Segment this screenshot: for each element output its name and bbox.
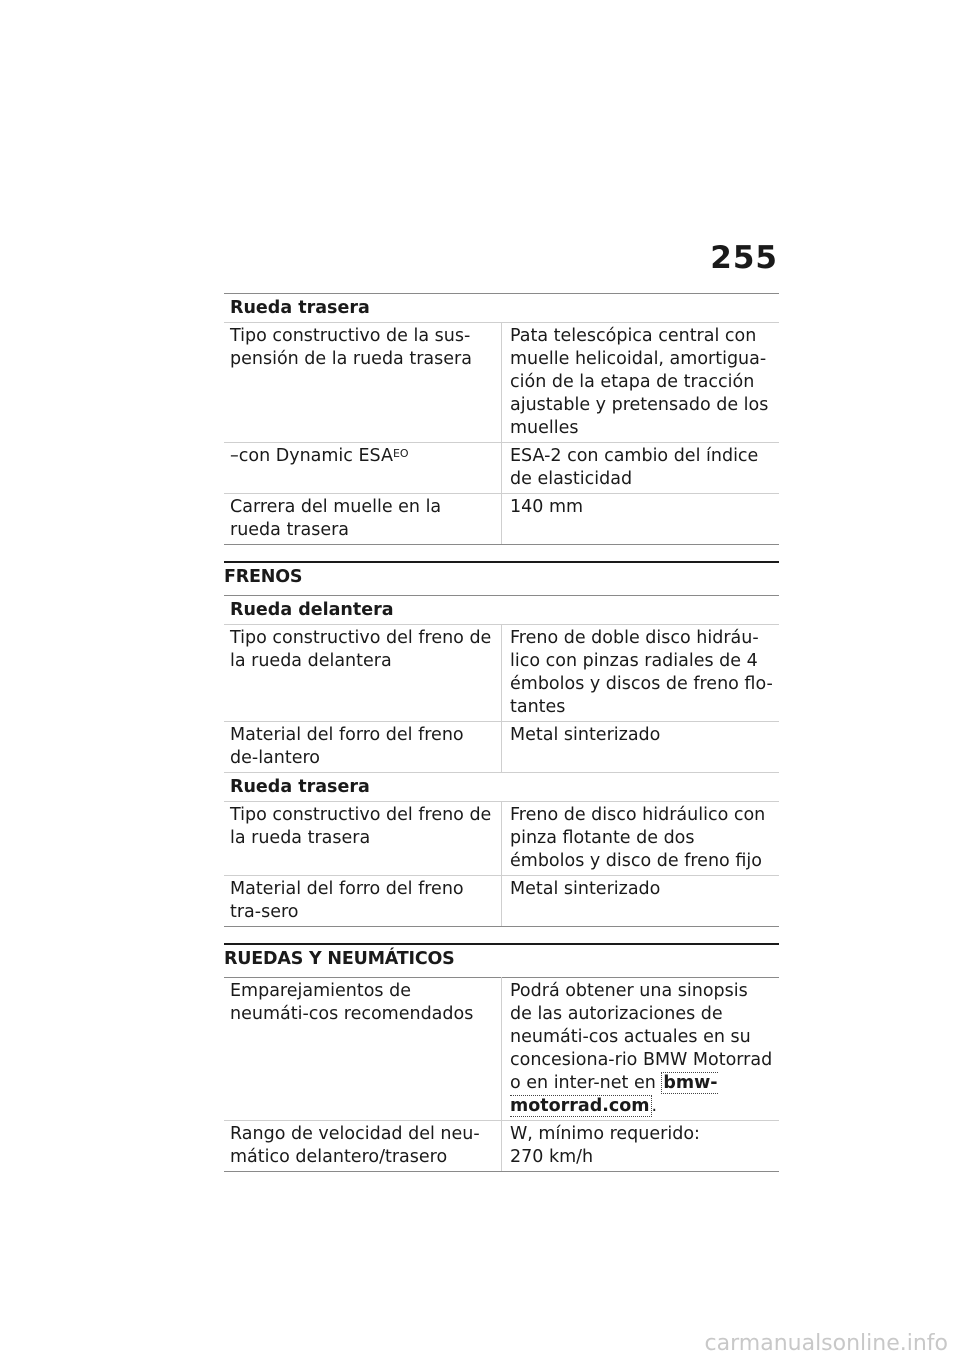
table-row <box>224 625 779 722</box>
spec-value: 140 mm <box>502 494 780 545</box>
rear-suspension-table <box>224 293 779 545</box>
spec-value: Metal sinterizado <box>502 876 780 927</box>
spec-label: Tipo constructivo del freno de la rueda trasera <box>224 802 502 876</box>
spec-value: Metal sinterizado <box>502 722 780 773</box>
spec-label: Emparejamientos de neumáti-cos recomendados <box>224 978 502 1121</box>
brakes-table <box>224 595 779 927</box>
spec-value: ESA-2 con cambio del índice de elasticidad <box>502 443 780 494</box>
table-subheader: Rueda delantera <box>224 596 779 625</box>
spec-label: –con Dynamic ESA <box>230 446 393 466</box>
section-title-brakes: FRENOS <box>224 561 779 595</box>
spec-label: Carrera del muelle en la rueda trasera <box>224 494 502 545</box>
table-subheader: Rueda trasera <box>224 294 779 323</box>
spec-content <box>224 293 779 1172</box>
table-row <box>224 1121 779 1172</box>
spec-label: Tipo constructivo del freno de la rueda delantera <box>224 625 502 722</box>
table-row <box>224 978 779 1121</box>
page-number: 255 <box>710 240 778 276</box>
table-row <box>224 443 779 494</box>
wheels-tyres-table <box>224 977 779 1172</box>
section-title-wheels-tyres: RUEDAS Y NEUMÁTICOS <box>224 943 779 977</box>
spec-value-cell <box>502 1121 780 1172</box>
watermark-text: carmanualsonline.info <box>704 1331 948 1356</box>
spec-value: Pata telescópica central con muelle helicoidal, amortigua-ción de la etapa de tracción ajustable y pretensado de los muelles <box>502 323 780 443</box>
table-row <box>224 722 779 773</box>
spec-value-line: W, mínimo requerido: <box>510 1124 700 1144</box>
spec-value: Freno de disco hidráulico con pinza flotante de dos émbolos y disco de freno fijo <box>502 802 780 876</box>
spec-label-cell <box>224 443 502 494</box>
website-link[interactable]: bmw-motorrad.com <box>510 1073 718 1116</box>
table-row <box>224 802 779 876</box>
spec-value-suffix: . <box>651 1096 658 1116</box>
spec-value-line: 270 km/h <box>510 1147 594 1167</box>
spec-label: Material del forro del freno tra-sero <box>224 876 502 927</box>
spec-label: Tipo constructivo de la sus-pensión de la rueda trasera <box>224 323 502 443</box>
table-subheader: Rueda trasera <box>224 773 779 802</box>
spec-label: Material del forro del freno de-lantero <box>224 722 502 773</box>
spec-value: Freno de doble disco hidráu-lico con pinzas radiales de 4 émbolos y discos de freno flo-tantes <box>502 625 780 722</box>
option-superscript: EO <box>392 447 409 460</box>
spec-value: Podrá obtener una sinopsis de las autorizaciones de neumáti-cos actuales en su concesiona-rio BMW Motorrad o en inter-net en <box>510 981 773 1093</box>
table-row <box>224 876 779 927</box>
table-row <box>224 494 779 545</box>
spec-value-cell <box>502 978 780 1121</box>
table-row <box>224 323 779 443</box>
spec-label: Rango de velocidad del neu-mático delantero/trasero <box>224 1121 502 1172</box>
